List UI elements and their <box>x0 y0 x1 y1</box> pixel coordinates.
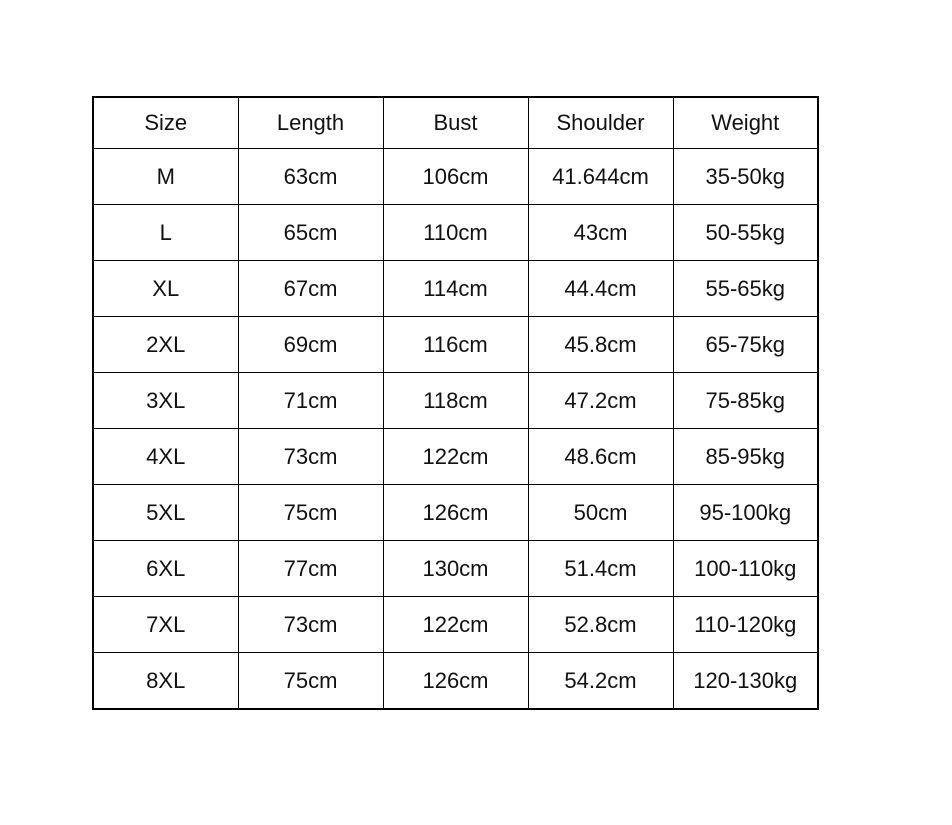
table-row <box>93 597 818 653</box>
table-row <box>93 429 818 485</box>
cell-weight: 95-100kg <box>673 485 818 541</box>
cell-bust: 116cm <box>383 317 528 373</box>
header-bust: Bust <box>383 97 528 149</box>
cell-weight: 75-85kg <box>673 373 818 429</box>
cell-length: 63cm <box>238 149 383 205</box>
header-row <box>93 97 818 149</box>
cell-length: 71cm <box>238 373 383 429</box>
cell-shoulder: 51.4cm <box>528 541 673 597</box>
cell-weight: 120-130kg <box>673 653 818 710</box>
table-row <box>93 653 818 710</box>
cell-size: 7XL <box>93 597 238 653</box>
cell-bust: 126cm <box>383 485 528 541</box>
cell-length: 75cm <box>238 485 383 541</box>
cell-size: L <box>93 205 238 261</box>
cell-length: 67cm <box>238 261 383 317</box>
size-chart-table <box>92 96 819 710</box>
cell-bust: 114cm <box>383 261 528 317</box>
cell-size: M <box>93 149 238 205</box>
table-row <box>93 149 818 205</box>
cell-bust: 106cm <box>383 149 528 205</box>
cell-size: 6XL <box>93 541 238 597</box>
cell-shoulder: 41.644cm <box>528 149 673 205</box>
cell-shoulder: 47.2cm <box>528 373 673 429</box>
cell-weight: 35-50kg <box>673 149 818 205</box>
cell-shoulder: 50cm <box>528 485 673 541</box>
cell-size: XL <box>93 261 238 317</box>
table-row <box>93 205 818 261</box>
cell-length: 75cm <box>238 653 383 710</box>
cell-shoulder: 44.4cm <box>528 261 673 317</box>
cell-weight: 110-120kg <box>673 597 818 653</box>
cell-shoulder: 54.2cm <box>528 653 673 710</box>
cell-length: 73cm <box>238 597 383 653</box>
cell-bust: 118cm <box>383 373 528 429</box>
cell-shoulder: 48.6cm <box>528 429 673 485</box>
cell-length: 73cm <box>238 429 383 485</box>
cell-weight: 85-95kg <box>673 429 818 485</box>
cell-length: 77cm <box>238 541 383 597</box>
header-shoulder: Shoulder <box>528 97 673 149</box>
size-chart-header <box>93 97 818 149</box>
cell-shoulder: 52.8cm <box>528 597 673 653</box>
header-size: Size <box>93 97 238 149</box>
table-row <box>93 261 818 317</box>
cell-weight: 100-110kg <box>673 541 818 597</box>
cell-bust: 110cm <box>383 205 528 261</box>
header-length: Length <box>238 97 383 149</box>
table-row <box>93 541 818 597</box>
cell-bust: 122cm <box>383 429 528 485</box>
cell-weight: 50-55kg <box>673 205 818 261</box>
cell-size: 2XL <box>93 317 238 373</box>
cell-bust: 130cm <box>383 541 528 597</box>
cell-bust: 122cm <box>383 597 528 653</box>
header-weight: Weight <box>673 97 818 149</box>
table-row <box>93 317 818 373</box>
cell-shoulder: 45.8cm <box>528 317 673 373</box>
cell-bust: 126cm <box>383 653 528 710</box>
cell-size: 8XL <box>93 653 238 710</box>
table-row <box>93 485 818 541</box>
cell-size: 4XL <box>93 429 238 485</box>
cell-weight: 65-75kg <box>673 317 818 373</box>
cell-shoulder: 43cm <box>528 205 673 261</box>
cell-size: 3XL <box>93 373 238 429</box>
cell-size: 5XL <box>93 485 238 541</box>
cell-length: 65cm <box>238 205 383 261</box>
size-chart-body <box>93 149 818 710</box>
table-row <box>93 373 818 429</box>
cell-length: 69cm <box>238 317 383 373</box>
cell-weight: 55-65kg <box>673 261 818 317</box>
